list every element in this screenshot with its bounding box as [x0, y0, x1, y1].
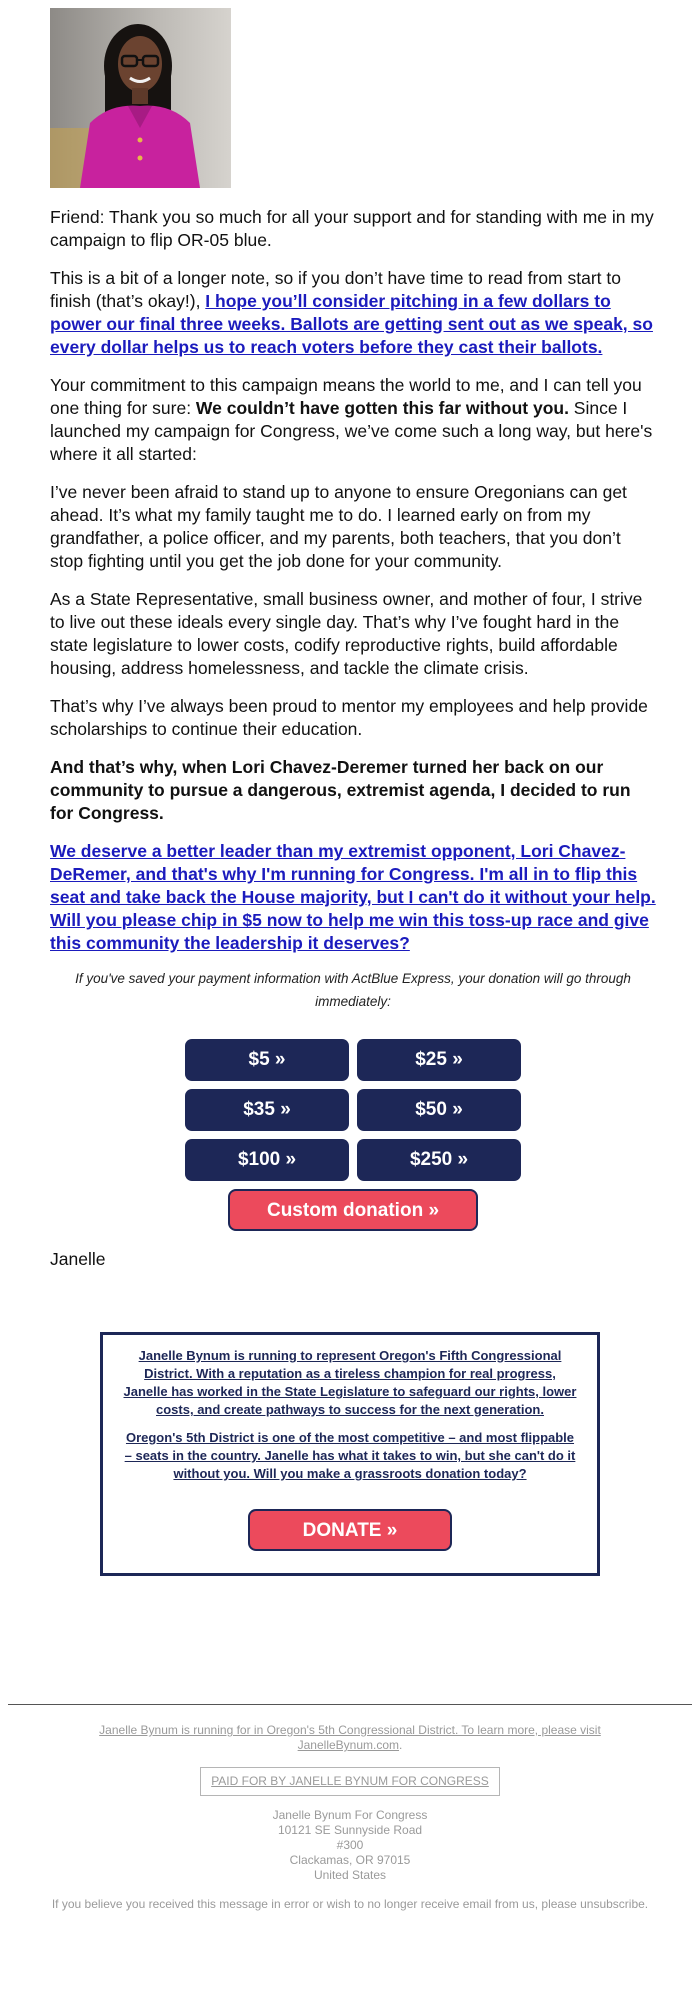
- donate-25-button[interactable]: $25 »: [357, 1039, 521, 1081]
- info-box-appeal[interactable]: Oregon's 5th District is one of the most competitive – and most flippable – seats in the country. Janelle has what it takes to win, but she can't do it without you. Will you make a grassroots donation today?: [124, 1430, 576, 1481]
- run-for-congress-paragraph: And that’s why, when Lori Chavez-Deremer turned her back on our community to pursue a dangerous, extremist agenda, I decided to run for Congress.: [50, 757, 631, 823]
- actblue-express-note: If you've saved your payment information with ActBlue Express, your donation will go through immediately:: [75, 971, 631, 1009]
- candidate-photo: [50, 8, 231, 188]
- footer-about-lead: Janelle Bynum is running for in Oregon's 5th Congressional District. To learn more, please visit: [99, 1723, 601, 1737]
- address-line: 10121 SE Sunnyside Road: [277, 1823, 423, 1837]
- donate-250-button[interactable]: $250 »: [357, 1139, 521, 1181]
- pitch-in-link[interactable]: I hope you’ll consider pitching in a few dollars to power our final three weeks. Ballots are getting sent out as we speak, so every dollar helps us to reach voters before they cast their ballots.: [50, 291, 653, 357]
- paid-for-disclaimer[interactable]: PAID FOR BY JANELLE BYNUM FOR CONGRESS: [200, 1767, 500, 1796]
- commitment-tail: Since I launched my campaign for Congress, we’ve come such a long way, but here's where it all started:: [50, 398, 653, 464]
- donation-button-grid: [185, 1039, 521, 1181]
- website-link: JanelleBynum.com: [297, 1738, 400, 1752]
- donate-100-button[interactable]: $100 »: [185, 1139, 349, 1181]
- footer-about: [90, 1723, 610, 1753]
- commitment-paragraph: [50, 374, 656, 466]
- mailing-address: [0, 1808, 700, 1883]
- donate-35-button[interactable]: $35 »: [185, 1089, 349, 1131]
- donate-5-button[interactable]: $5 »: [185, 1039, 349, 1081]
- info-box-about[interactable]: Janelle Bynum is running to represent Oregon's Fifth Congressional District. With a reputation as a tireless champion for real progress, Janelle has worked in the State Legislature to safeguard our rights, lower costs, and create pathways to success for the next generation.: [123, 1348, 577, 1417]
- donate-50-button[interactable]: $50 »: [357, 1089, 521, 1131]
- address-line: Clackamas, OR 97015: [289, 1853, 411, 1867]
- signoff: Janelle: [50, 1249, 106, 1269]
- address-line: #300: [336, 1838, 364, 1852]
- longer-note-paragraph: [50, 267, 656, 359]
- unsubscribe-note[interactable]: If you believe you received this message in error or wish to no longer receive email from us, please unsubscribe.: [51, 1897, 649, 1911]
- mentor-paragraph: That’s why I’ve always been proud to mentor my employees and help provide scholarships to continue their education.: [50, 696, 648, 739]
- footer-about-link[interactable]: [99, 1723, 601, 1752]
- footer-about-tail: .: [399, 1738, 403, 1752]
- donate-button[interactable]: DONATE »: [248, 1509, 452, 1551]
- address-line: Janelle Bynum For Congress: [272, 1808, 428, 1822]
- custom-donation-button[interactable]: Custom donation »: [228, 1189, 478, 1231]
- commitment-lead: Your commitment to this campaign means the world to me, and I can tell you one thing for sure:: [50, 375, 642, 418]
- state-rep-paragraph: As a State Representative, small business owner, and mother of four, I strive to live out these ideals every single day. That’s why I’ve fought hard in the state legislature to lower costs, codify reproductive rights, build affordable housing, address homelessness, and tackle the climate crisis.: [50, 589, 643, 678]
- email-body: [0, 8, 700, 1912]
- address-line: United States: [313, 1868, 387, 1882]
- longer-note-lead: This is a bit of a longer note, so if you don’t have time to read from start to finish (that’s okay!),: [50, 268, 621, 311]
- chip-in-link[interactable]: We deserve a better leader than my extremist opponent, Lori Chavez-DeRemer, and that's why I'm running for Congress. I'm all in to flip this seat and take back the House majority, but I can't do it without your help. Will you please chip in $5 now to help me win this toss-up race and give this community the leadership it deserves?: [50, 841, 656, 953]
- email-content: [0, 8, 700, 1270]
- commitment-bold: We couldn’t have gotten this far without you.: [195, 398, 569, 418]
- family-paragraph: I’ve never been afraid to stand up to anyone to ensure Oregonians can get ahead. It’s what my family taught me to do. I learned early on from my grandfather, a police officer, and my parents, both teachers, that you don’t stop fighting until you get the job done for your community.: [50, 482, 627, 571]
- footer: [0, 1705, 700, 1912]
- intro-paragraph: Friend: Thank you so much for all your support and for standing with me in my campaign to flip OR-05 blue.: [50, 207, 654, 250]
- campaign-info-box: [100, 1332, 600, 1576]
